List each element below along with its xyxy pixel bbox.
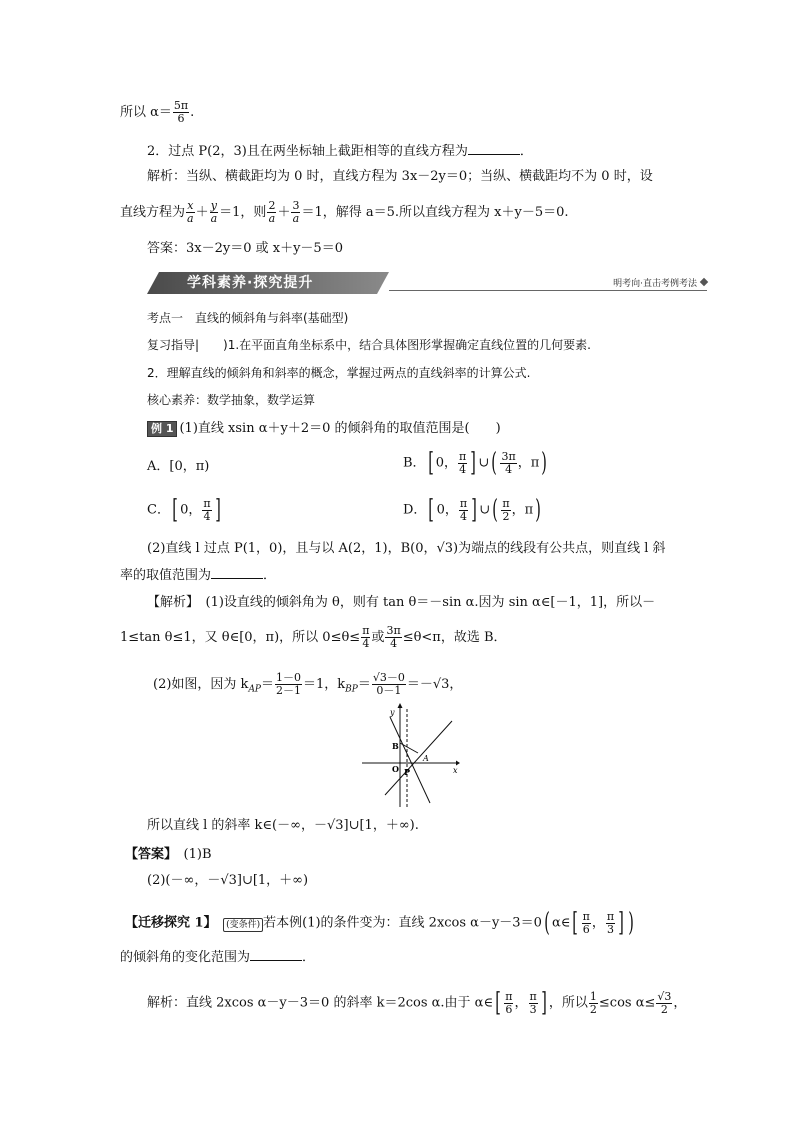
fraction-x-a — [186, 200, 195, 225]
fraction-pi-4 — [458, 451, 467, 476]
text: 1≤tan θ≤1，又 θ∈[0，π)，所以 0≤θ≤ — [120, 630, 361, 645]
denominator: 2 — [660, 1002, 668, 1016]
numerator: x — [187, 199, 194, 212]
segment-ab — [400, 743, 418, 753]
text: 若本例(1)的条件变为：直线 2xcos α－y－3＝0 — [263, 915, 542, 931]
text: ＋ — [195, 205, 209, 220]
label-a: A — [423, 754, 429, 763]
text: . — [190, 105, 195, 120]
bracket: ] — [214, 495, 221, 525]
numerator: 3 — [292, 199, 300, 212]
text: ＝1，解得 a＝5.所以直线方程为 x＋y－5＝0. — [301, 205, 569, 220]
option-b — [403, 450, 549, 476]
text: ＝1，则 — [219, 205, 267, 220]
denominator: 4 — [459, 509, 467, 523]
answer-tag: 【答案】 — [125, 847, 171, 862]
label-b: B — [392, 741, 399, 751]
text: 或 — [371, 630, 385, 645]
solution-line-b — [120, 200, 569, 225]
bracket: [ — [495, 988, 501, 1018]
text: 解析：直线 2xcos α－y－3＝0 的斜率 k＝2cos α.由于 α∈ — [147, 995, 494, 1011]
last-analysis: 解析：直线 2xcos α－y－3＝0 的斜率 k＝2cos α.由于 α∈[ $\frac{\pi}{6}$ ， $\frac{\pi}{3}$ ] ，所以 $\frac{1}{2}$ ≤cos α≤ $\frac{√3}{2}$ ， — [147, 988, 687, 1018]
denominator: 6 — [177, 112, 185, 125]
denominator: 4 — [459, 462, 467, 476]
text: (1)直线 xsin α＋y＋2＝0 的倾斜角的取值范围是( ) — [179, 421, 501, 436]
fraction-pi-4 — [459, 498, 468, 523]
fraction-3-a — [291, 200, 300, 225]
label-y: y — [390, 708, 395, 717]
numerator: 1－0 — [276, 671, 302, 684]
fraction-3pi-4 — [385, 625, 401, 650]
text: ， — [514, 995, 528, 1011]
fraction-sqrt3-2 — [656, 991, 672, 1016]
text: ＋ — [277, 205, 291, 220]
bracket: ) — [541, 448, 548, 478]
subscript: AP — [248, 684, 261, 695]
text: ． — [519, 144, 533, 159]
bracket: ) — [628, 908, 635, 938]
answer-1 — [125, 846, 212, 864]
denominator: 0－1 — [376, 684, 402, 697]
banner-subtitle: 明考向·直击考例考法 — [613, 279, 697, 289]
text: ， — [591, 915, 605, 931]
analysis-2: (2)如图，因为 $k_{AP}=$ $\frac{1-0}{2-1}$ ＝1，$k_{BP}=$ $\frac{√3-0}{0-1}$ ＝－√3， — [153, 671, 463, 697]
numerator: 3π — [501, 449, 516, 463]
text: α — [552, 915, 561, 931]
numerator: y — [210, 199, 217, 212]
fraction-pi-6 — [504, 991, 513, 1016]
fraction-pi-2 — [501, 498, 510, 523]
text: ，π — [517, 455, 540, 471]
denominator: 2－1 — [276, 684, 302, 697]
coordinate-figure — [360, 703, 460, 808]
numerator: π — [362, 624, 370, 637]
denominator: 4 — [203, 509, 211, 523]
numerator: π — [582, 909, 590, 923]
denominator: 6 — [582, 922, 590, 936]
bracket: ] — [618, 908, 624, 938]
answer-blank — [250, 948, 302, 961]
numerator: 3π — [386, 624, 401, 637]
numerator: √3 — [657, 989, 672, 1003]
bracket: [ — [428, 495, 435, 525]
bracket: [ — [427, 448, 434, 478]
analysis-1a: 【解析】 (1)设直线的倾斜角为 θ，则有 tan θ＝－sin α.因为 sin α∈[－1，1]，所以－ — [147, 595, 656, 610]
answer-2: (2)(－∞，－√3]∪[1，＋∞) — [147, 873, 309, 888]
example-1-q2b — [120, 566, 276, 585]
text: 直线方程为 — [120, 205, 186, 220]
x-arrow — [456, 761, 460, 766]
denominator: a — [268, 212, 276, 225]
option-a: A．[0，π) — [147, 459, 210, 474]
text: ，π — [511, 502, 534, 518]
numerator: π — [505, 989, 513, 1003]
denominator: 3 — [529, 1002, 537, 1016]
label-o: O — [392, 764, 399, 774]
answer-blank — [468, 142, 520, 155]
numerator: 2 — [268, 199, 276, 212]
text: 0， — [180, 502, 202, 518]
banner-title: 学科素养·探究提升 — [187, 275, 314, 291]
bracket: [ — [172, 495, 178, 525]
bracket: ) — [535, 495, 541, 525]
fraction-pi-6 — [582, 911, 591, 936]
numerator: 5π — [173, 99, 189, 112]
denominator: 4 — [362, 637, 370, 650]
text: B． — [403, 455, 426, 471]
text: ∈ — [560, 915, 571, 931]
fraction-pi-3 — [606, 911, 615, 936]
text: ，所以 — [548, 995, 588, 1011]
kaodian-heading: 考点一 直线的倾斜角与斜率(基础型) — [147, 311, 349, 325]
fraction-kap — [275, 672, 302, 697]
section-banner — [147, 272, 707, 294]
answer-blank — [211, 566, 263, 579]
text: ． — [263, 568, 277, 583]
label-p: P — [404, 767, 411, 777]
option-c — [147, 497, 223, 523]
answer-line: 答案：3x－2y＝0 或 x＋y－5＝0 — [147, 241, 343, 256]
text: D． — [403, 502, 427, 518]
solution-line-a: 解析：当纵、横截距均为 0 时，直线方程为 3x－2y＝0；当纵、横截距均不为 0 时，设 — [147, 169, 653, 184]
text: ∪ — [478, 455, 490, 471]
example-tag: 例 1 — [147, 421, 177, 437]
review-guide-2: 2．理解直线的倾斜角和斜率的概念，掌握过两点的直线斜率的计算公式. — [147, 366, 531, 380]
denominator: 6 — [505, 1002, 513, 1016]
text: ∪ — [479, 502, 491, 518]
bracket: ( — [491, 448, 498, 478]
bracket: ( — [544, 908, 550, 938]
numerator: √3－0 — [372, 671, 405, 684]
denominator: a — [292, 212, 300, 225]
denominator: a — [187, 212, 194, 225]
question-2 — [147, 142, 533, 161]
text: (2)如图，因为 k — [153, 677, 249, 692]
text: 所以 α＝ — [120, 105, 172, 120]
y-arrow — [398, 703, 403, 708]
fraction-kbp — [372, 672, 406, 697]
text: ≤cos α≤ — [598, 995, 656, 1011]
core-literacy: 核心素养：数学抽象，数学运算 — [147, 393, 316, 407]
denominator: 2 — [502, 509, 510, 523]
slope-range: 所以直线 l 的斜率 k∈(－∞，－√3]∪[1，＋∞). — [147, 818, 419, 833]
fraction-1-2 — [589, 991, 598, 1016]
subscript: BP — [345, 684, 358, 695]
option-d — [403, 497, 543, 523]
text: ＝1，k — [303, 677, 346, 692]
numerator: π — [459, 496, 468, 510]
numerator: π — [529, 989, 537, 1003]
bracket: ( — [492, 495, 499, 525]
denominator: a — [210, 212, 218, 225]
fraction-pi-4 — [202, 498, 211, 523]
fraction-pi-3 — [529, 991, 538, 1016]
fraction-pi-4 — [361, 625, 370, 650]
text: 0， — [435, 455, 457, 471]
analysis-1b — [120, 625, 507, 650]
label-x: x — [453, 766, 458, 775]
bracket: [ — [572, 908, 579, 938]
numerator: π — [459, 449, 467, 463]
transfer-explore — [125, 910, 636, 936]
line-alpha-result — [120, 100, 194, 125]
bracket: ] — [470, 448, 477, 478]
bracket: ] — [541, 988, 547, 1018]
variant-badge: (变条件) — [223, 918, 263, 932]
text: ＝－√3， — [406, 677, 463, 692]
fraction-2-a — [267, 200, 276, 225]
transfer-tag: 【迁移探究 1】 — [125, 915, 211, 931]
banner-rule — [389, 290, 707, 291]
example-1-q1 — [147, 420, 501, 438]
bracket: ] — [471, 495, 477, 525]
numerator: π — [606, 909, 615, 923]
text: 率的取值范围为 — [120, 568, 212, 583]
text: 0， — [436, 502, 458, 518]
text: 2．过点 P(2，3)且在两坐标轴上截距相等的直线方程为 — [147, 144, 468, 159]
fraction-y-a — [210, 200, 219, 225]
numerator: π — [502, 496, 510, 510]
text: (1)B — [183, 847, 212, 862]
denominator: 3 — [606, 922, 614, 936]
denominator: 2 — [589, 1002, 597, 1016]
denominator: 4 — [505, 462, 513, 476]
denominator: 4 — [390, 637, 398, 650]
numerator: π — [203, 496, 211, 510]
fraction — [173, 100, 189, 125]
fraction-3pi-4 — [500, 451, 516, 476]
text: 的倾斜角的变化范围为 — [120, 950, 251, 965]
text: ． — [302, 950, 316, 965]
review-guide: 复习指导| )1.在平面直角坐标系中，结合具体图形掌握确定直线位置的几何要素. — [147, 338, 591, 352]
text: ≤θ<π，故选 B． — [402, 630, 507, 645]
transfer-question-end — [120, 948, 315, 967]
line-ap — [385, 721, 452, 795]
text: C． — [147, 502, 170, 518]
example-1-q2a: (2)直线 l 过点 P(1，0)，且与以 A(2，1)，B(0，√3)为端点的线段有公共点，则直线 l 斜 — [147, 541, 666, 556]
diamond-icon — [700, 278, 708, 286]
numerator: 1 — [589, 989, 597, 1003]
